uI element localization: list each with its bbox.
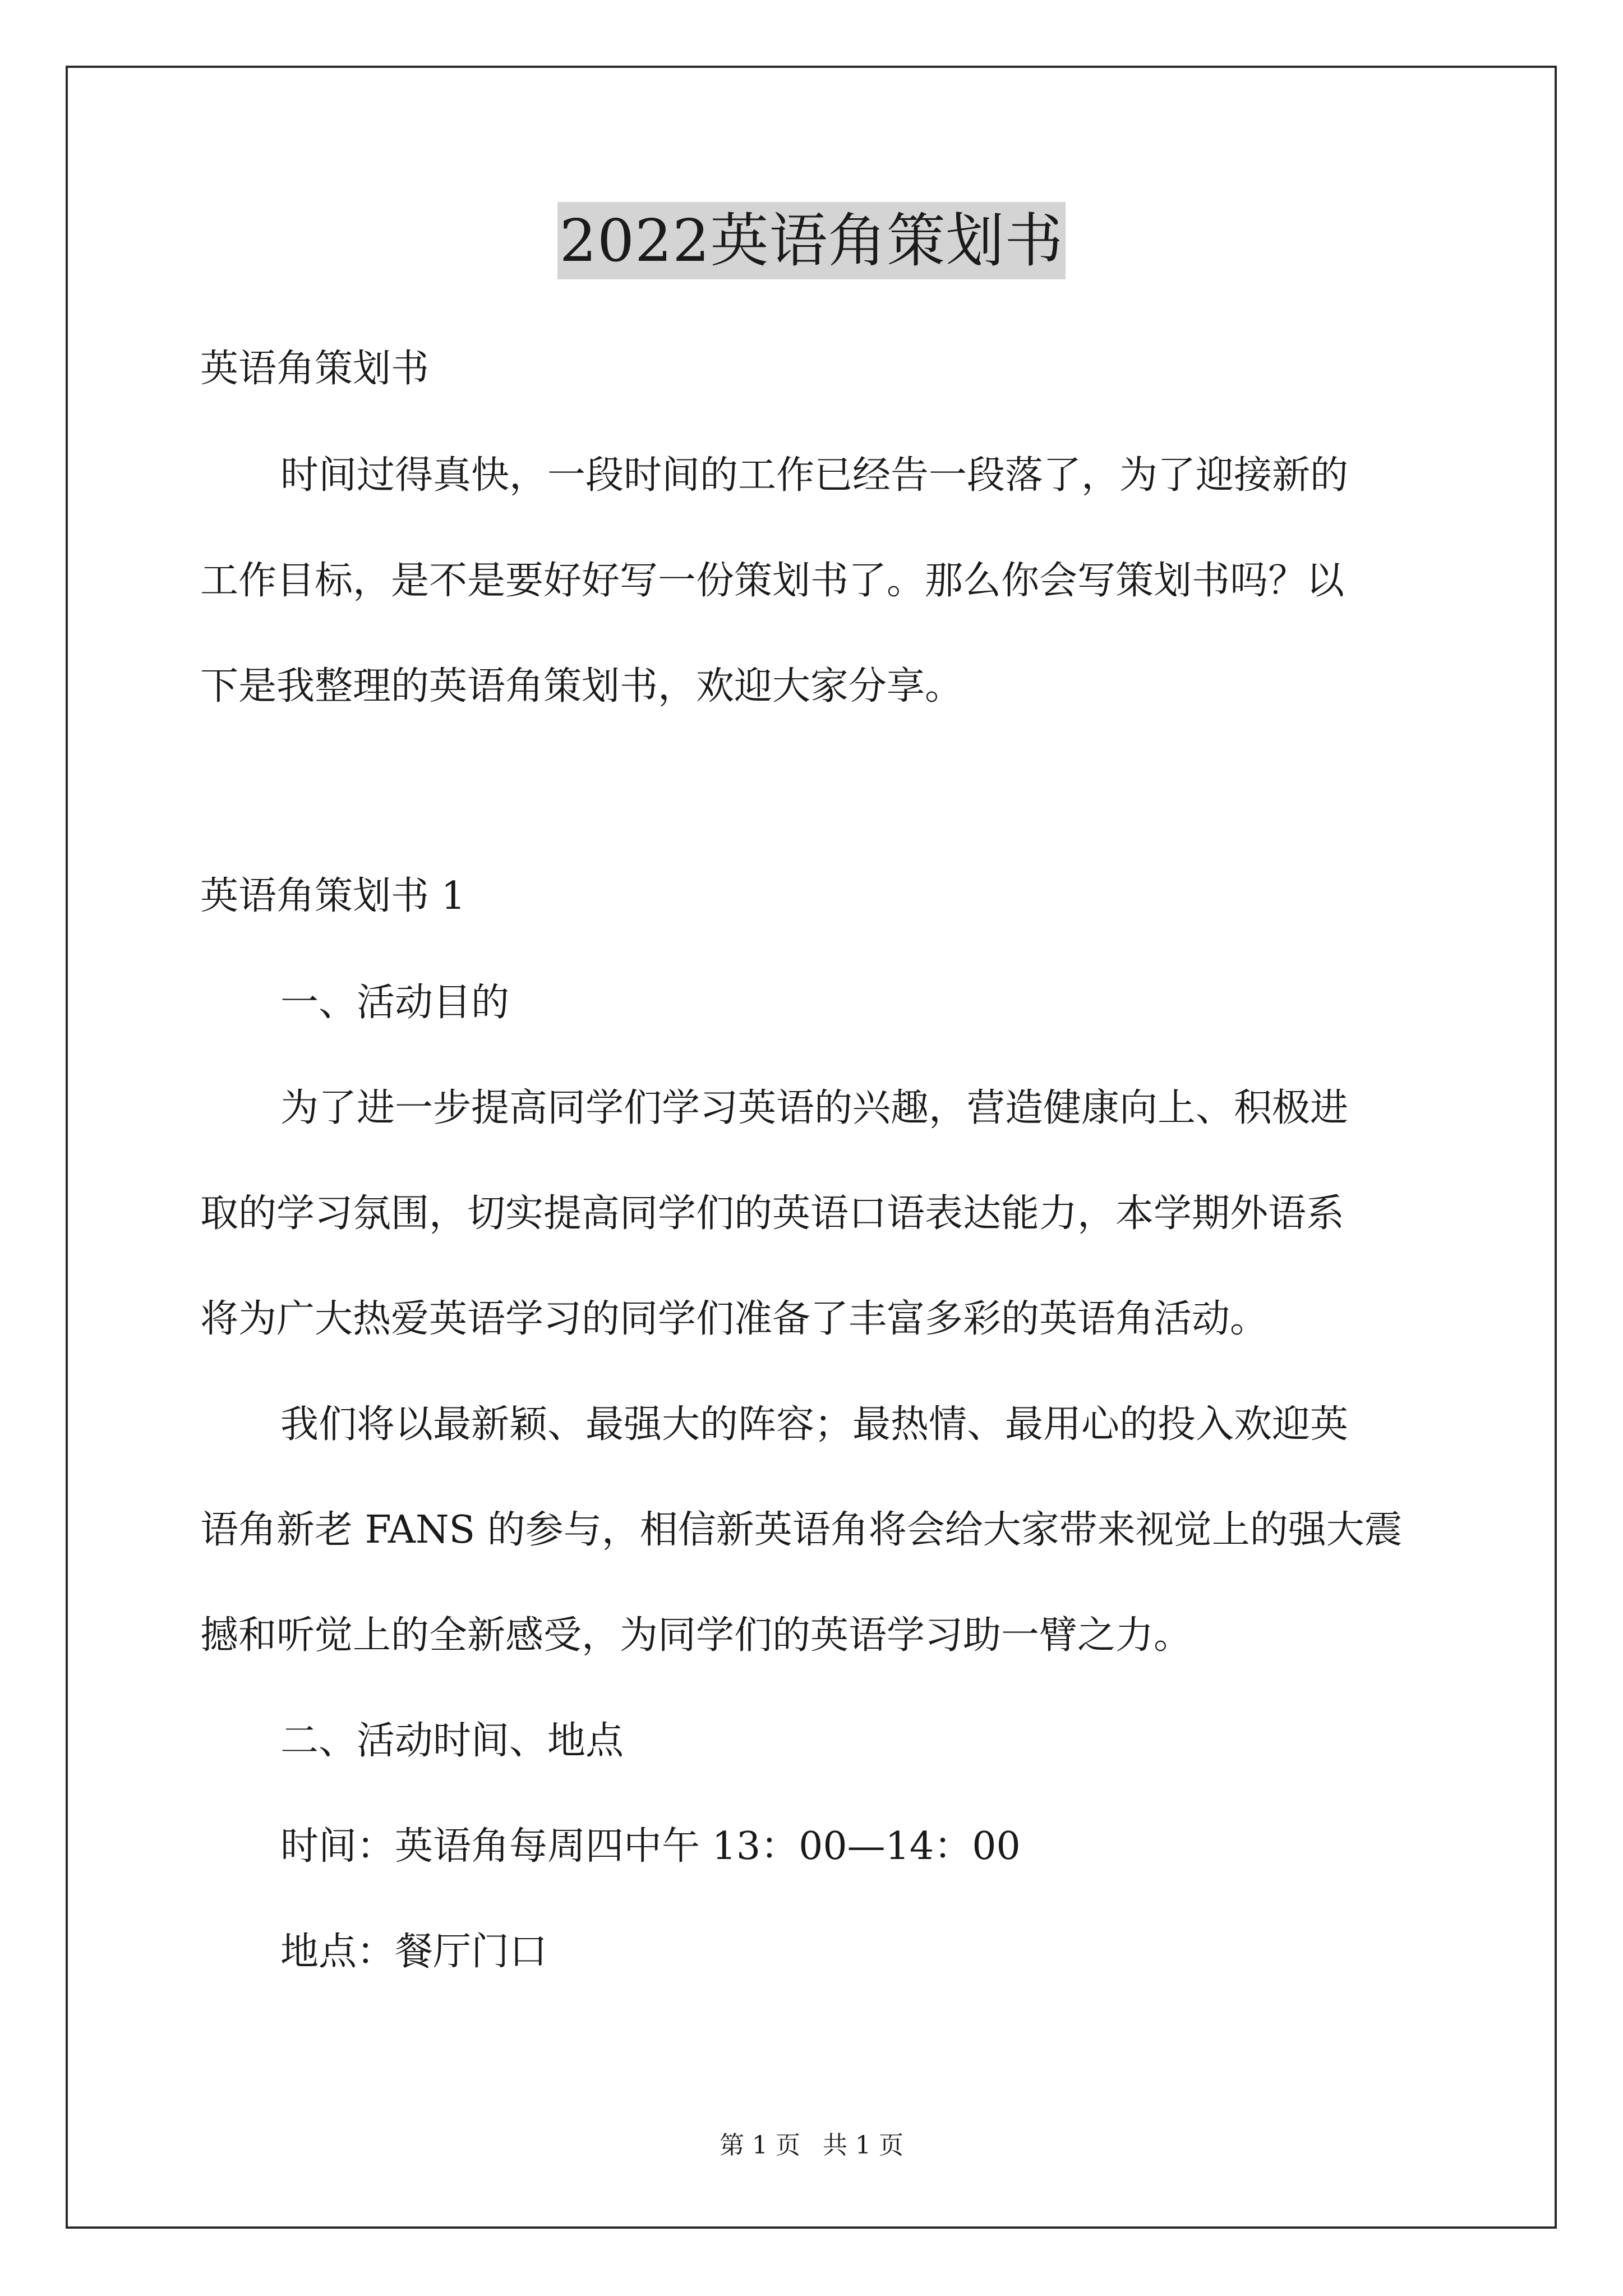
- para2-line-3: 撼和听觉上的全新感受，为同学们的英语学习助一臂之力。: [200, 1613, 1192, 1658]
- heading-time-place: 二、活动时间、地点: [280, 1719, 624, 1763]
- para1-line-1: 为了进一步提高同学们学习英语的兴趣，营造健康向上、积极进: [280, 1086, 1349, 1130]
- section-title: 英语角策划书 1: [200, 874, 465, 918]
- page-number: 第 1 页: [720, 2131, 800, 2160]
- document-title: 2022英语角策划书: [557, 202, 1066, 279]
- para1-line-2: 取的学习氛围，切实提高同学们的英语口语表达能力，本学期外语系: [200, 1191, 1345, 1236]
- time-line: 时间：英语角每周四中午 13：00—14：00: [280, 1824, 1021, 1869]
- heading-purpose: 一、活动目的: [280, 981, 510, 1025]
- title-container: [0, 202, 1623, 279]
- page-total: 共 1 页: [823, 2131, 903, 2160]
- subtitle: 英语角策划书: [200, 347, 430, 391]
- page-footer: [0, 2129, 1623, 2162]
- place-line: 地点：餐厅门口: [280, 1930, 548, 1974]
- para2-line-2: 语角新老 FANS 的参与，相信新英语角将会给大家带来视觉上的强大震: [200, 1508, 1403, 1552]
- intro-line-3: 下是我整理的英语角策划书，欢迎大家分享。: [200, 664, 963, 708]
- intro-line-2: 工作目标，是不是要好好写一份策划书了。那么你会写策划书吗？以: [200, 559, 1345, 603]
- para1-line-3: 将为广大热爱英语学习的同学们准备了丰富多彩的英语角活动。: [200, 1297, 1269, 1341]
- para2-line-1: 我们将以最新颖、最强大的阵容；最热情、最用心的投入欢迎英: [280, 1402, 1349, 1447]
- intro-line-1: 时间过得真快，一段时间的工作已经告一段落了，为了迎接新的: [280, 453, 1349, 498]
